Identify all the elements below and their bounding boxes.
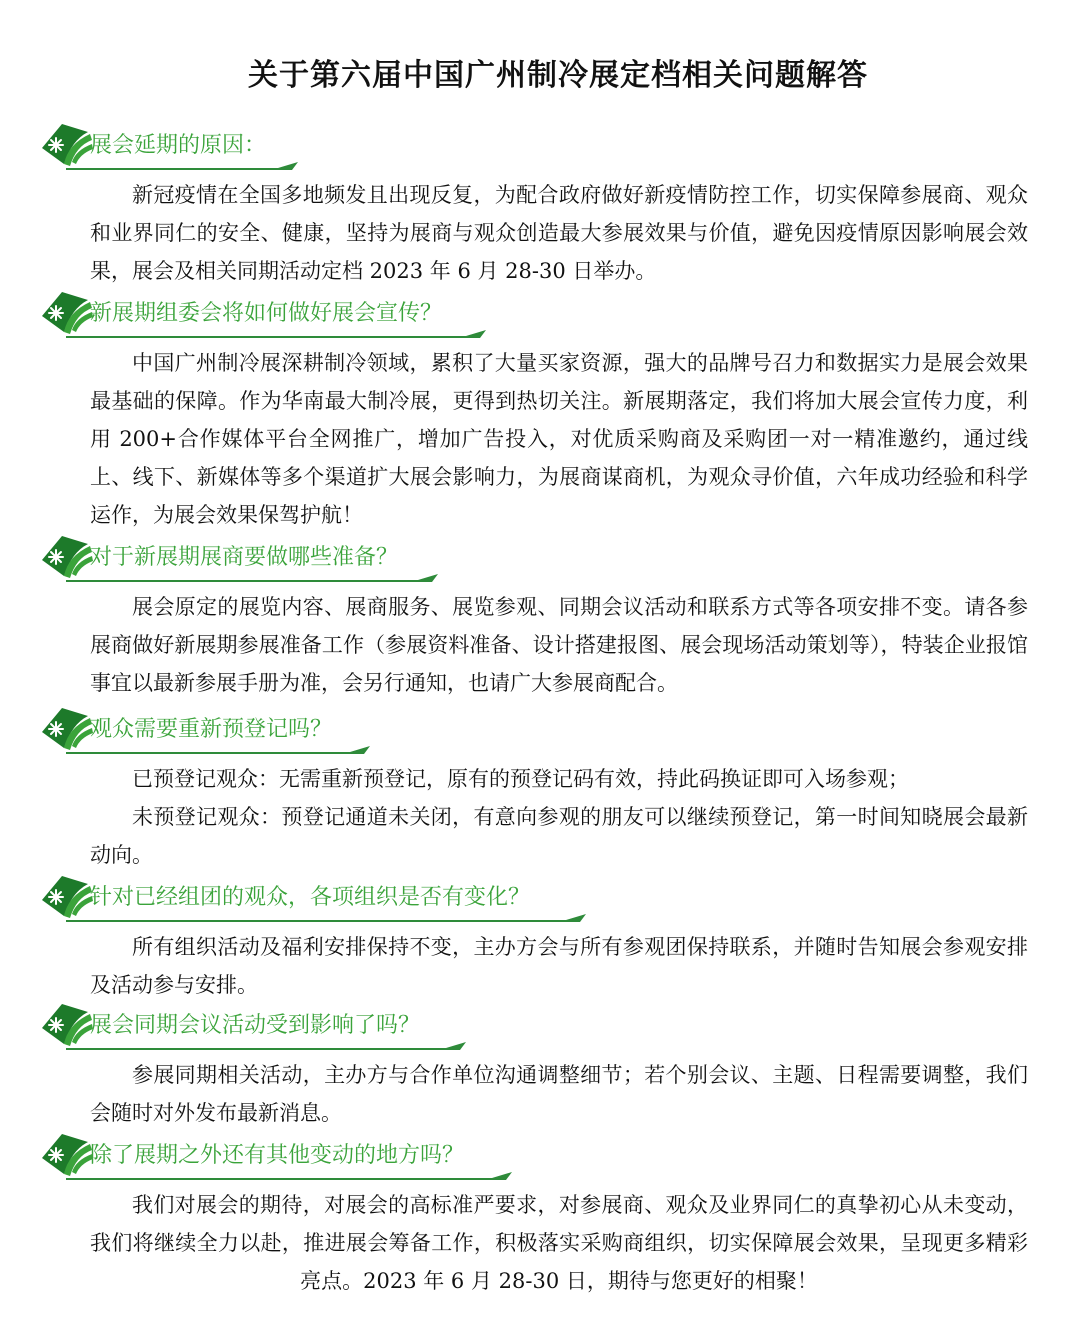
section-heading-text: 针对已经组团的观众，各项组织是否有变化？ (90, 885, 531, 910)
heading-underline (66, 156, 298, 170)
faq-section-concurrent-events (0, 998, 1080, 1132)
paragraph: 未预登记观众：预登记通道未关闭，有意向参观的朋友可以继续预登记，第一时间知晓展会最新动向。 (90, 805, 1028, 867)
section-heading (0, 870, 1080, 928)
section-body (90, 1056, 1028, 1132)
section-body (90, 176, 1028, 290)
heading-underline (66, 568, 438, 582)
section-heading-text: 对于新展期展商要做哪些准备？ (90, 545, 399, 570)
section-heading (0, 998, 1080, 1056)
section-heading-text: 观众需要重新预登记吗？ (90, 717, 333, 742)
section-heading (0, 702, 1080, 760)
heading-underline (66, 324, 486, 338)
section-body (90, 1186, 1028, 1300)
paragraph: 所有组织活动及福利安排保持不变，主办方会与所有参观团保持联系，并随时告知展会参观安排及活动参与安排。 (90, 935, 1028, 997)
heading-underline (66, 908, 586, 922)
paragraph: 新冠疫情在全国多地频发且出现反复，为配合政府做好新疫情防控工作，切实保障参展商、观众和业界同仁的安全、健康，坚持为展商与观众创造最大参展效果与价值，避免因疫情原因影响展会效果，展会及相关同期活动定档 2023 年 6 月 28-30 日举办。 (90, 183, 1028, 283)
faq-section-other-changes (0, 1128, 1080, 1300)
section-heading-text: 新展期组委会将如何做好展会宣传？ (90, 301, 443, 326)
page-title: 关于第六届中国广州制冷展定档相关问题解答 (248, 58, 868, 93)
paragraph: 展会原定的展览内容、展商服务、展览参观、同期会议活动和联系方式等各项安排不变。请各参展商做好新展期参展准备工作（参展资料准备、设计搭建报图、展会现场活动策划等），特装企业报馆事宜以最新参展手册为准，会另行通知，也请广大参展商配合。 (90, 595, 1028, 695)
heading-underline (66, 1166, 512, 1180)
section-heading (0, 286, 1080, 344)
faq-section-delay-reason (0, 118, 1080, 290)
section-heading-text: 展会延期的原因： (90, 133, 267, 158)
section-heading (0, 1128, 1080, 1186)
section-body (90, 344, 1028, 534)
section-body (90, 760, 1028, 874)
paragraph: 我们对展会的期待，对展会的高标准严要求，对参展商、观众及业界同仁的真挚初心从未变动，我们将继续全力以赴，推进展会筹备工作，积极落实采购商组织，切实保障展会效果，呈现更多精彩亮点。2023 年 6 月 28-30 日，期待与您更好的相聚！ (90, 1193, 1028, 1293)
section-heading-text: 除了展期之外还有其他变动的地方吗？ (90, 1143, 465, 1168)
faq-section-promotion (0, 286, 1080, 534)
paragraph: 参展同期相关活动，主办方与合作单位沟通调整细节；若个别会议、主题、日程需要调整，我们会随时对外发布最新消息。 (90, 1063, 1028, 1125)
heading-underline (66, 1036, 466, 1050)
section-heading (0, 530, 1080, 588)
faq-section-visitor-registration (0, 702, 1080, 874)
faq-section-group-visitors (0, 870, 1080, 1004)
section-body (90, 588, 1028, 702)
paragraph: 已预登记观众：无需重新预登记，原有的预登记码有效，持此码换证即可入场参观； (132, 767, 909, 791)
heading-underline (66, 740, 370, 754)
section-heading-text: 展会同期会议活动受到影响了吗？ (90, 1013, 421, 1038)
section-body (90, 928, 1028, 1004)
paragraph: 中国广州制冷展深耕制冷领域，累积了大量买家资源，强大的品牌号召力和数据实力是展会效果最基础的保障。作为华南最大制冷展，更得到热切关注。新展期落定，我们将加大展会宣传力度，利用 200+合作媒体平台全网推广，增加广告投入，对优质采购商及采购团一对一精准邀约，通过线上、线下、新媒体等多个渠道扩大展会影响力，为展商谋商机，为观众寻价值，六年成功经验和科学运作，为展会效果保驾护航！ (90, 351, 1028, 527)
section-heading (0, 118, 1080, 176)
faq-section-exhibitor-prep (0, 530, 1080, 702)
